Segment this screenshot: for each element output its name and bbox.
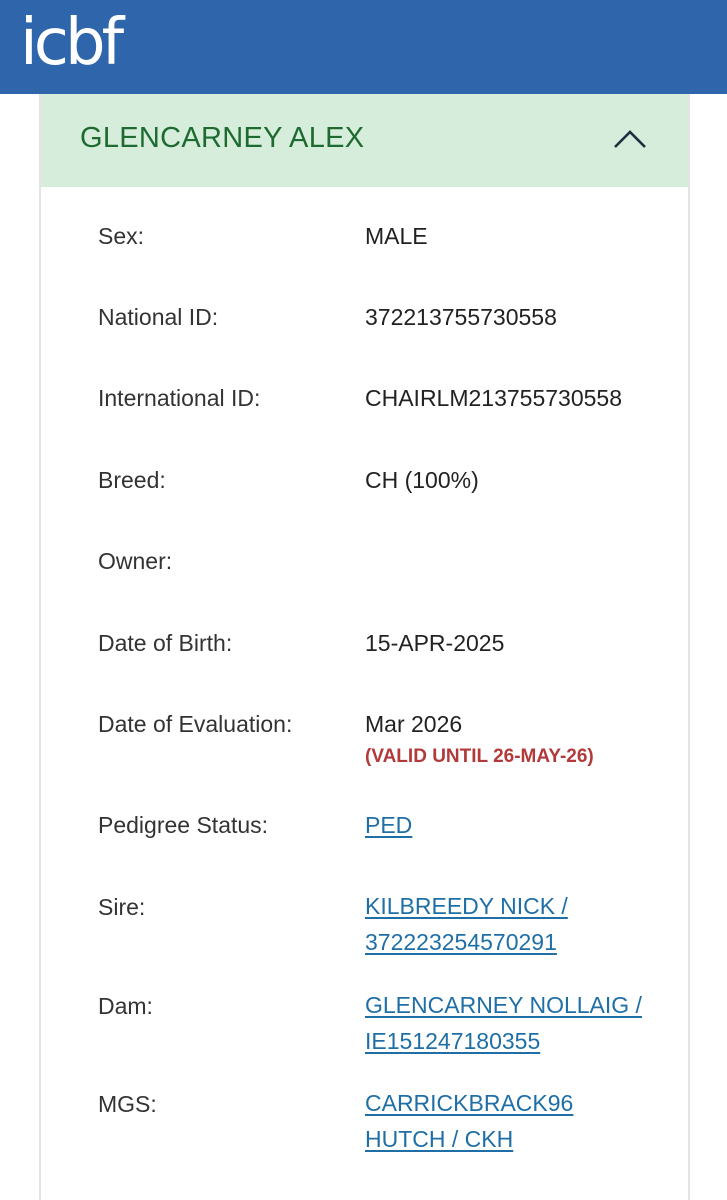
pedigree-status-cell <box>365 810 665 840</box>
date-of-evaluation-cell <box>365 709 665 771</box>
mgs-link-name[interactable]: CARRICKBRACK96 <box>365 1090 574 1116</box>
chevron-up-icon[interactable] <box>612 122 648 158</box>
valid-until-note: (VALID UNTIL 26-MAY-26) <box>365 746 594 767</box>
date-of-evaluation-label: Date of Evaluation: <box>98 711 293 737</box>
animal-name: GLENCARNEY ALEX <box>80 122 365 154</box>
mgs-link-code[interactable]: HUTCH / CKH <box>365 1126 514 1152</box>
sire-link-name[interactable]: KILBREEDY NICK / <box>365 893 568 919</box>
international-id-value: CHAIRLM213755730558 <box>365 385 623 411</box>
top-bar <box>0 0 727 94</box>
icbf-logo[interactable]: icbf <box>20 6 121 80</box>
animal-details-panel <box>39 94 690 1200</box>
animal-panel-header[interactable] <box>41 94 688 187</box>
owner-label: Owner: <box>98 548 173 574</box>
international-id-label: International ID: <box>98 385 261 411</box>
national-id-label: National ID: <box>98 304 219 330</box>
sire-cell <box>365 888 665 960</box>
national-id-value: 372213755730558 <box>365 304 557 330</box>
date-of-birth-label: Date of Birth: <box>98 630 233 656</box>
dam-link-name[interactable]: GLENCARNEY NOLLAIG / <box>365 992 642 1018</box>
breed-label: Breed: <box>98 467 166 493</box>
date-of-evaluation-value: Mar 2026 <box>365 711 463 737</box>
sire-label: Sire: <box>98 894 146 920</box>
sex-value: MALE <box>365 223 428 249</box>
sire-link-id[interactable]: 372223254570291 <box>365 929 557 955</box>
dam-link-id[interactable]: IE151247180355 <box>365 1028 541 1054</box>
date-of-birth-value: 15-APR-2025 <box>365 630 505 656</box>
sex-label: Sex: <box>98 223 145 249</box>
mgs-cell <box>365 1085 665 1157</box>
dam-label: Dam: <box>98 993 153 1019</box>
mgs-label: MGS: <box>98 1091 157 1117</box>
breed-value: CH (100%) <box>365 467 479 493</box>
pedigree-status-label: Pedigree Status: <box>98 812 269 838</box>
dam-cell <box>365 987 665 1059</box>
pedigree-status-link[interactable]: PED <box>365 812 413 838</box>
